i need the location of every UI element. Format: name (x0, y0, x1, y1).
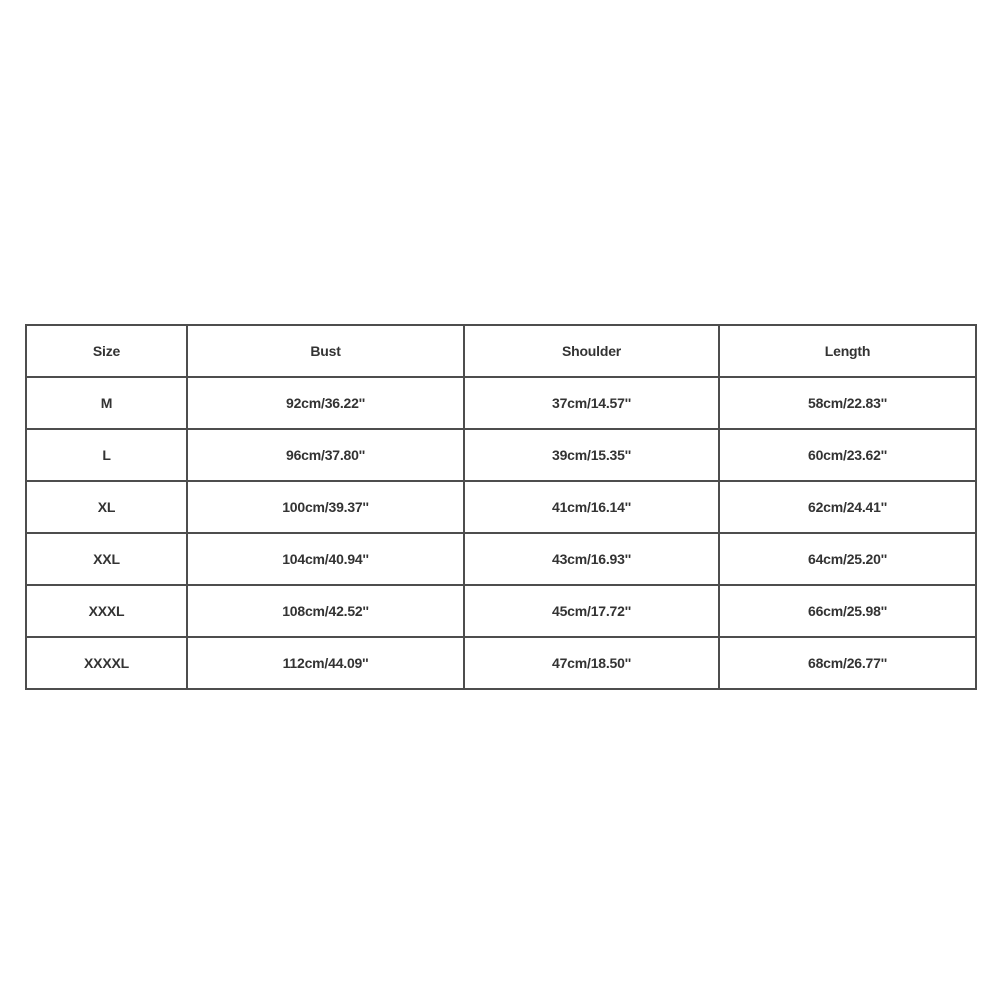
cell-bust: 100cm/39.37'' (187, 481, 464, 533)
cell-bust: 92cm/36.22'' (187, 377, 464, 429)
cell-size: M (26, 377, 187, 429)
cell-shoulder: 39cm/15.35'' (464, 429, 719, 481)
cell-length: 66cm/25.98'' (719, 585, 976, 637)
table-row (26, 637, 976, 689)
table-row (26, 481, 976, 533)
table-header (26, 325, 976, 377)
table-body (26, 377, 976, 689)
cell-length: 64cm/25.20'' (719, 533, 976, 585)
cell-size: L (26, 429, 187, 481)
cell-shoulder: 37cm/14.57'' (464, 377, 719, 429)
cell-length: 58cm/22.83'' (719, 377, 976, 429)
cell-size: XXXXL (26, 637, 187, 689)
table-row (26, 585, 976, 637)
cell-bust: 104cm/40.94'' (187, 533, 464, 585)
table-row (26, 429, 976, 481)
cell-shoulder: 45cm/17.72'' (464, 585, 719, 637)
cell-shoulder: 41cm/16.14'' (464, 481, 719, 533)
header-shoulder: Shoulder (464, 325, 719, 377)
header-bust: Bust (187, 325, 464, 377)
cell-length: 60cm/23.62'' (719, 429, 976, 481)
table-row (26, 377, 976, 429)
cell-length: 68cm/26.77'' (719, 637, 976, 689)
cell-length: 62cm/24.41'' (719, 481, 976, 533)
cell-bust: 108cm/42.52'' (187, 585, 464, 637)
header-row (26, 325, 976, 377)
cell-size: XL (26, 481, 187, 533)
cell-bust: 112cm/44.09'' (187, 637, 464, 689)
table-row (26, 533, 976, 585)
header-length: Length (719, 325, 976, 377)
header-size: Size (26, 325, 187, 377)
cell-bust: 96cm/37.80'' (187, 429, 464, 481)
cell-shoulder: 47cm/18.50'' (464, 637, 719, 689)
cell-size: XXXL (26, 585, 187, 637)
size-chart-table (25, 324, 977, 690)
cell-size: XXL (26, 533, 187, 585)
cell-shoulder: 43cm/16.93'' (464, 533, 719, 585)
